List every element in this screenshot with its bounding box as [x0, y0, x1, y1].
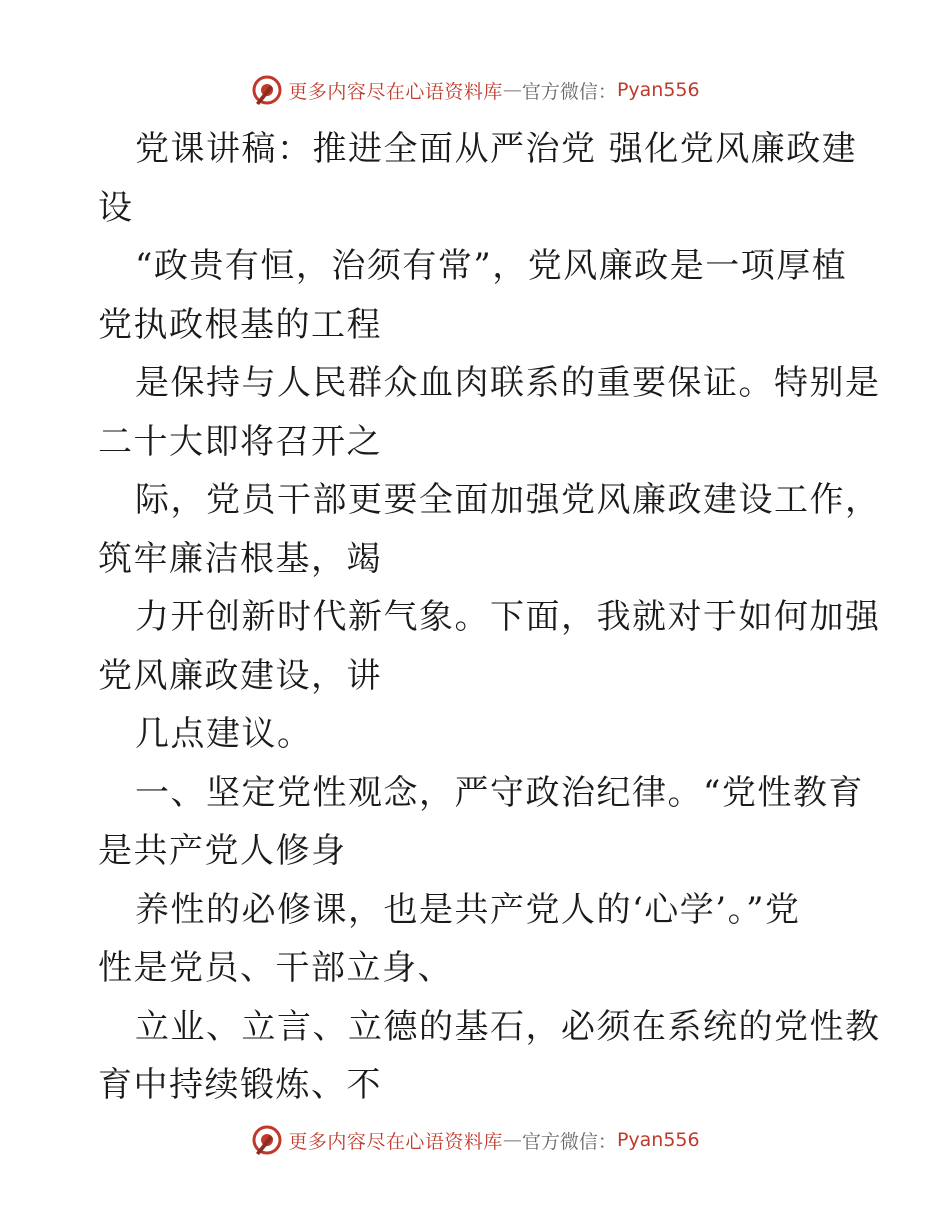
text-line: 二十大即将召开之 [98, 421, 382, 462]
text-line: 力开创新时代新气象。下面，我就对于如何加强 [135, 597, 881, 637]
text-line: 养性的必修课，也是共产党人的‘心学’。”党 [135, 889, 801, 930]
text-line: 性是党员、干部立身、 [98, 948, 453, 988]
watermark-text: 更多内容尽在心语资料库 [288, 80, 503, 103]
text-line: 筑牢廉洁根基，竭 [98, 538, 382, 579]
watermark-tail: 官方微信： [521, 1130, 617, 1153]
pen-logo-icon [250, 73, 284, 107]
text-line: 党课讲稿：推进全面从严治党 强化党风廉政建 [135, 129, 858, 169]
document-body [98, 120, 881, 1115]
text-line: 立业、立言、立德的基石，必须在系统的党性教 [135, 1006, 881, 1047]
watermark-separator: — [502, 79, 522, 101]
text-line: 际，党员干部更要全面加强党风廉政建设工作， [135, 480, 881, 520]
text-line: 一、坚定党性观念，严守政治纪律。“党性教育 [135, 772, 864, 813]
watermark-handle: Pyan556 [616, 79, 700, 101]
text-line: 几点建议。 [135, 714, 313, 754]
text-line: 是共产党人修身 [98, 831, 347, 871]
watermark-separator: — [502, 1129, 522, 1151]
footer-watermark [0, 1120, 950, 1160]
pen-logo-icon [250, 1123, 284, 1157]
text-line: 是保持与人民群众血肉联系的重要保证。特别是 [135, 363, 881, 403]
watermark-text: 更多内容尽在心语资料库 [288, 1130, 503, 1153]
text-line: 党执政根基的工程 [98, 304, 382, 345]
text-line: 党风廉政建设，讲 [98, 655, 382, 696]
watermark-tail: 官方微信： [521, 80, 617, 103]
header-watermark [0, 70, 950, 110]
text-line: “政贵有恒，治须有常”，党风廉政是一项厚植 [135, 246, 848, 286]
text-line: 设 [98, 187, 134, 228]
watermark-handle: Pyan556 [616, 1129, 700, 1151]
text-line: 育中持续锻炼、不 [98, 1065, 382, 1105]
